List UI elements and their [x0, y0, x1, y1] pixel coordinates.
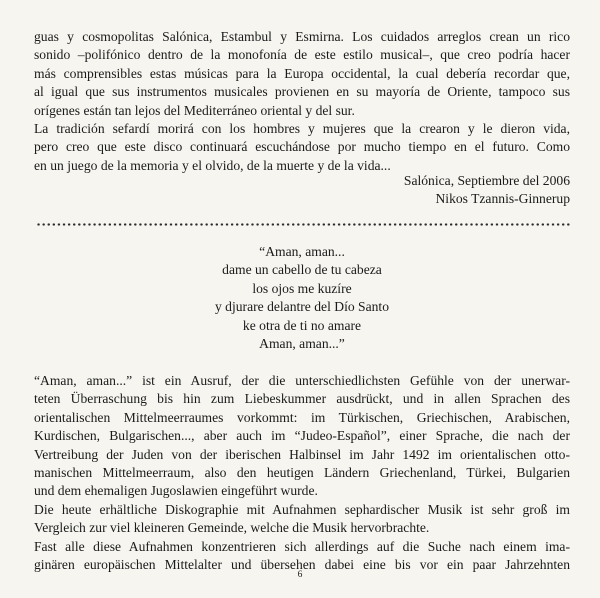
text-line: guas y cosmopolitas Salónica, Estambul y Esmirna. Los cuidados arreglos crean un rico: [34, 29, 570, 44]
text-line: Vertreibung der Juden von der iberischen Halbinsel im Jahr 1492 im orientalischen otto-: [34, 446, 570, 462]
poem-line: ke otra de ti no amare: [242, 317, 362, 333]
signoff-author: Nikos Tzannis-Ginnerup: [435, 191, 570, 207]
poem-quote: [34, 243, 570, 353]
poem-line: “Aman, aman...: [259, 244, 345, 259]
spanish-paragraph: [34, 28, 570, 175]
poem-line: Aman, aman...”: [259, 336, 345, 352]
dotted-divider: [36, 223, 572, 226]
text-line: más comprensibles estas músicas para la Europa occidental, la cual debería recordar que,: [34, 65, 570, 81]
signoff-place-date: Salónica, Septiembre del 2006: [403, 173, 570, 188]
german-paragraph: [34, 372, 570, 574]
text-line: pero creo que este disco continuará escuchándose por mucho tiempo en el futuro. Como: [34, 139, 570, 155]
text-line: al igual que sus instrumentos musicales provienen en su mayoría de Oriente, tampoco sus: [34, 84, 570, 100]
text-line: Vergleich zur viel kleineren Gemeinde, welche die Musik hervorbrachte.: [34, 520, 430, 536]
page-number: 6: [297, 570, 303, 580]
text-line: orígenes están tan lejos del Mediterráneo oriental y del sur.: [34, 102, 355, 118]
text-line: und dem ehemaligen Jugoslawien eingeführt wurde.: [34, 483, 318, 499]
poem-line: dame un cabello de tu cabeza: [222, 262, 382, 278]
poem-line: y djurare delantre del Dío Santo: [214, 299, 390, 315]
text-line: en un juego de la memoria y el olvido, de la muerte y de la vida...: [34, 157, 391, 173]
text-line: orientalischen Mittelmeerraumes vorkommt: im Türkischen, Griechischen, Arabischen,: [34, 409, 570, 425]
text-line: Kurdischen, Bulgarischen..., aber auch im “Judeo-Español”, einer Sprache, die nach der: [34, 428, 570, 444]
text-line: manischen Mittelmeerraum, also den heutigen Ländern Griechenland, Türkei, Bulgarien: [34, 465, 570, 481]
text-line: Die heute erhältliche Diskographie mit Aufnahmen sephardischer Musik ist sehr groß im: [34, 501, 570, 517]
text-line: La tradición sefardí morirá con los hombres y mujeres que la crearon y le dieron vida,: [34, 121, 570, 137]
text-line: ginären europäischen Mittelalter und übersehen dabei eine bis vor ein paar Jahrzehnten: [34, 557, 570, 573]
text-line: Fast alle diese Aufnahmen konzentrieren sich allerdings auf die Suche nach einem ima-: [34, 538, 570, 554]
text-line: teten Überraschung bis hin zum Liebeskummer ausdrückt, und in allen Sprachen des: [34, 391, 570, 407]
poem-line: los ojos me kuzíre: [252, 280, 352, 296]
text-line: sonido –polifónico dentro de la monofonía de este estilo musical–, que creo podría hacer: [34, 47, 570, 63]
text-line: “Aman, aman...” ist ein Ausruf, der die unterschiedlichsten Gefühle von der unerwar-: [34, 373, 570, 388]
signoff: [404, 172, 570, 209]
